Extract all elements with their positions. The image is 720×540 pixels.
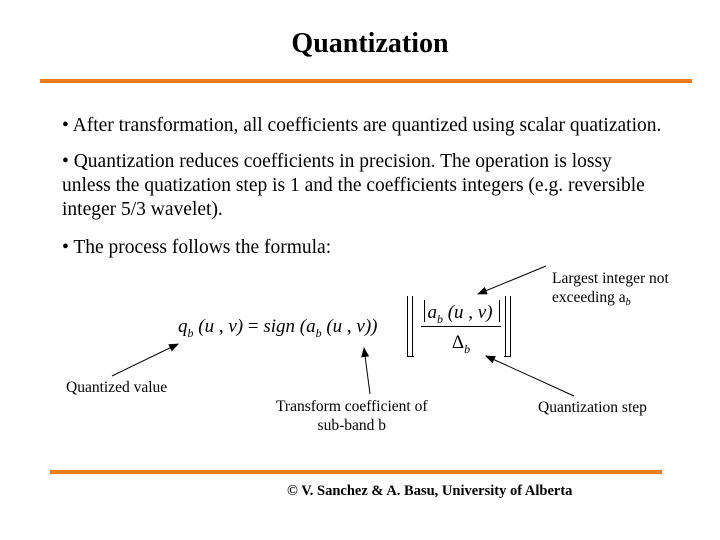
arrow-to-quantized-value — [112, 344, 178, 376]
annotation-quantization-step: Quantization step — [538, 399, 647, 416]
formula-sign-arg-sub: b — [315, 326, 322, 340]
numerator-sub: b — [436, 312, 443, 326]
formula-sign: sign — [263, 316, 295, 337]
annotation-transform-line-2: sub-band b — [317, 417, 386, 434]
bullet-precision-line-2: unless the quatization step is 1 and the coefficients integers (e.g. reversible — [62, 175, 645, 196]
annotation-largest-sub: b — [625, 297, 631, 308]
annotation-largest-line-1: Largest integer not — [552, 270, 669, 287]
numerator-a: a — [427, 302, 437, 323]
copyright-footer: © V. Sanchez & A. Basu, University of Alberta — [287, 483, 573, 499]
annotation-transform-line-1: Transform coefficient of — [276, 398, 428, 415]
formula-q: q — [178, 316, 188, 337]
annotation-largest-text: exceeding a — [552, 289, 626, 306]
formula-q-sub: b — [187, 326, 194, 340]
bullet-precision-line-1: • Quantization reduces coefficients in precision. The operation is lossy — [62, 151, 612, 172]
formula-sign-arg-rest: (u , v)) — [321, 316, 378, 337]
bottom-divider — [50, 470, 662, 474]
denominator-sub: b — [464, 342, 471, 356]
numerator-args: (u , v) — [447, 302, 493, 323]
denominator-delta: Δ — [451, 332, 465, 353]
arrow-to-coefficient — [364, 348, 370, 394]
slide-title: Quantization — [291, 28, 449, 59]
formula-equals: = — [243, 316, 264, 337]
arrow-to-floor — [478, 266, 546, 294]
bullet-formula-intro: • The process follows the formula: — [62, 237, 332, 258]
formula-lhs-args: (u , v) — [198, 316, 244, 337]
formula-sign-arg-a: (a — [295, 316, 316, 337]
bullet-precision-line-3: integer 5/3 wavelet). — [62, 199, 223, 220]
bullet-transformation: • After transformation, all coefficients are quantized using scalar quatization. — [62, 115, 662, 136]
annotation-quantized-value: Quantized value — [66, 379, 168, 396]
arrow-to-delta — [486, 356, 574, 396]
